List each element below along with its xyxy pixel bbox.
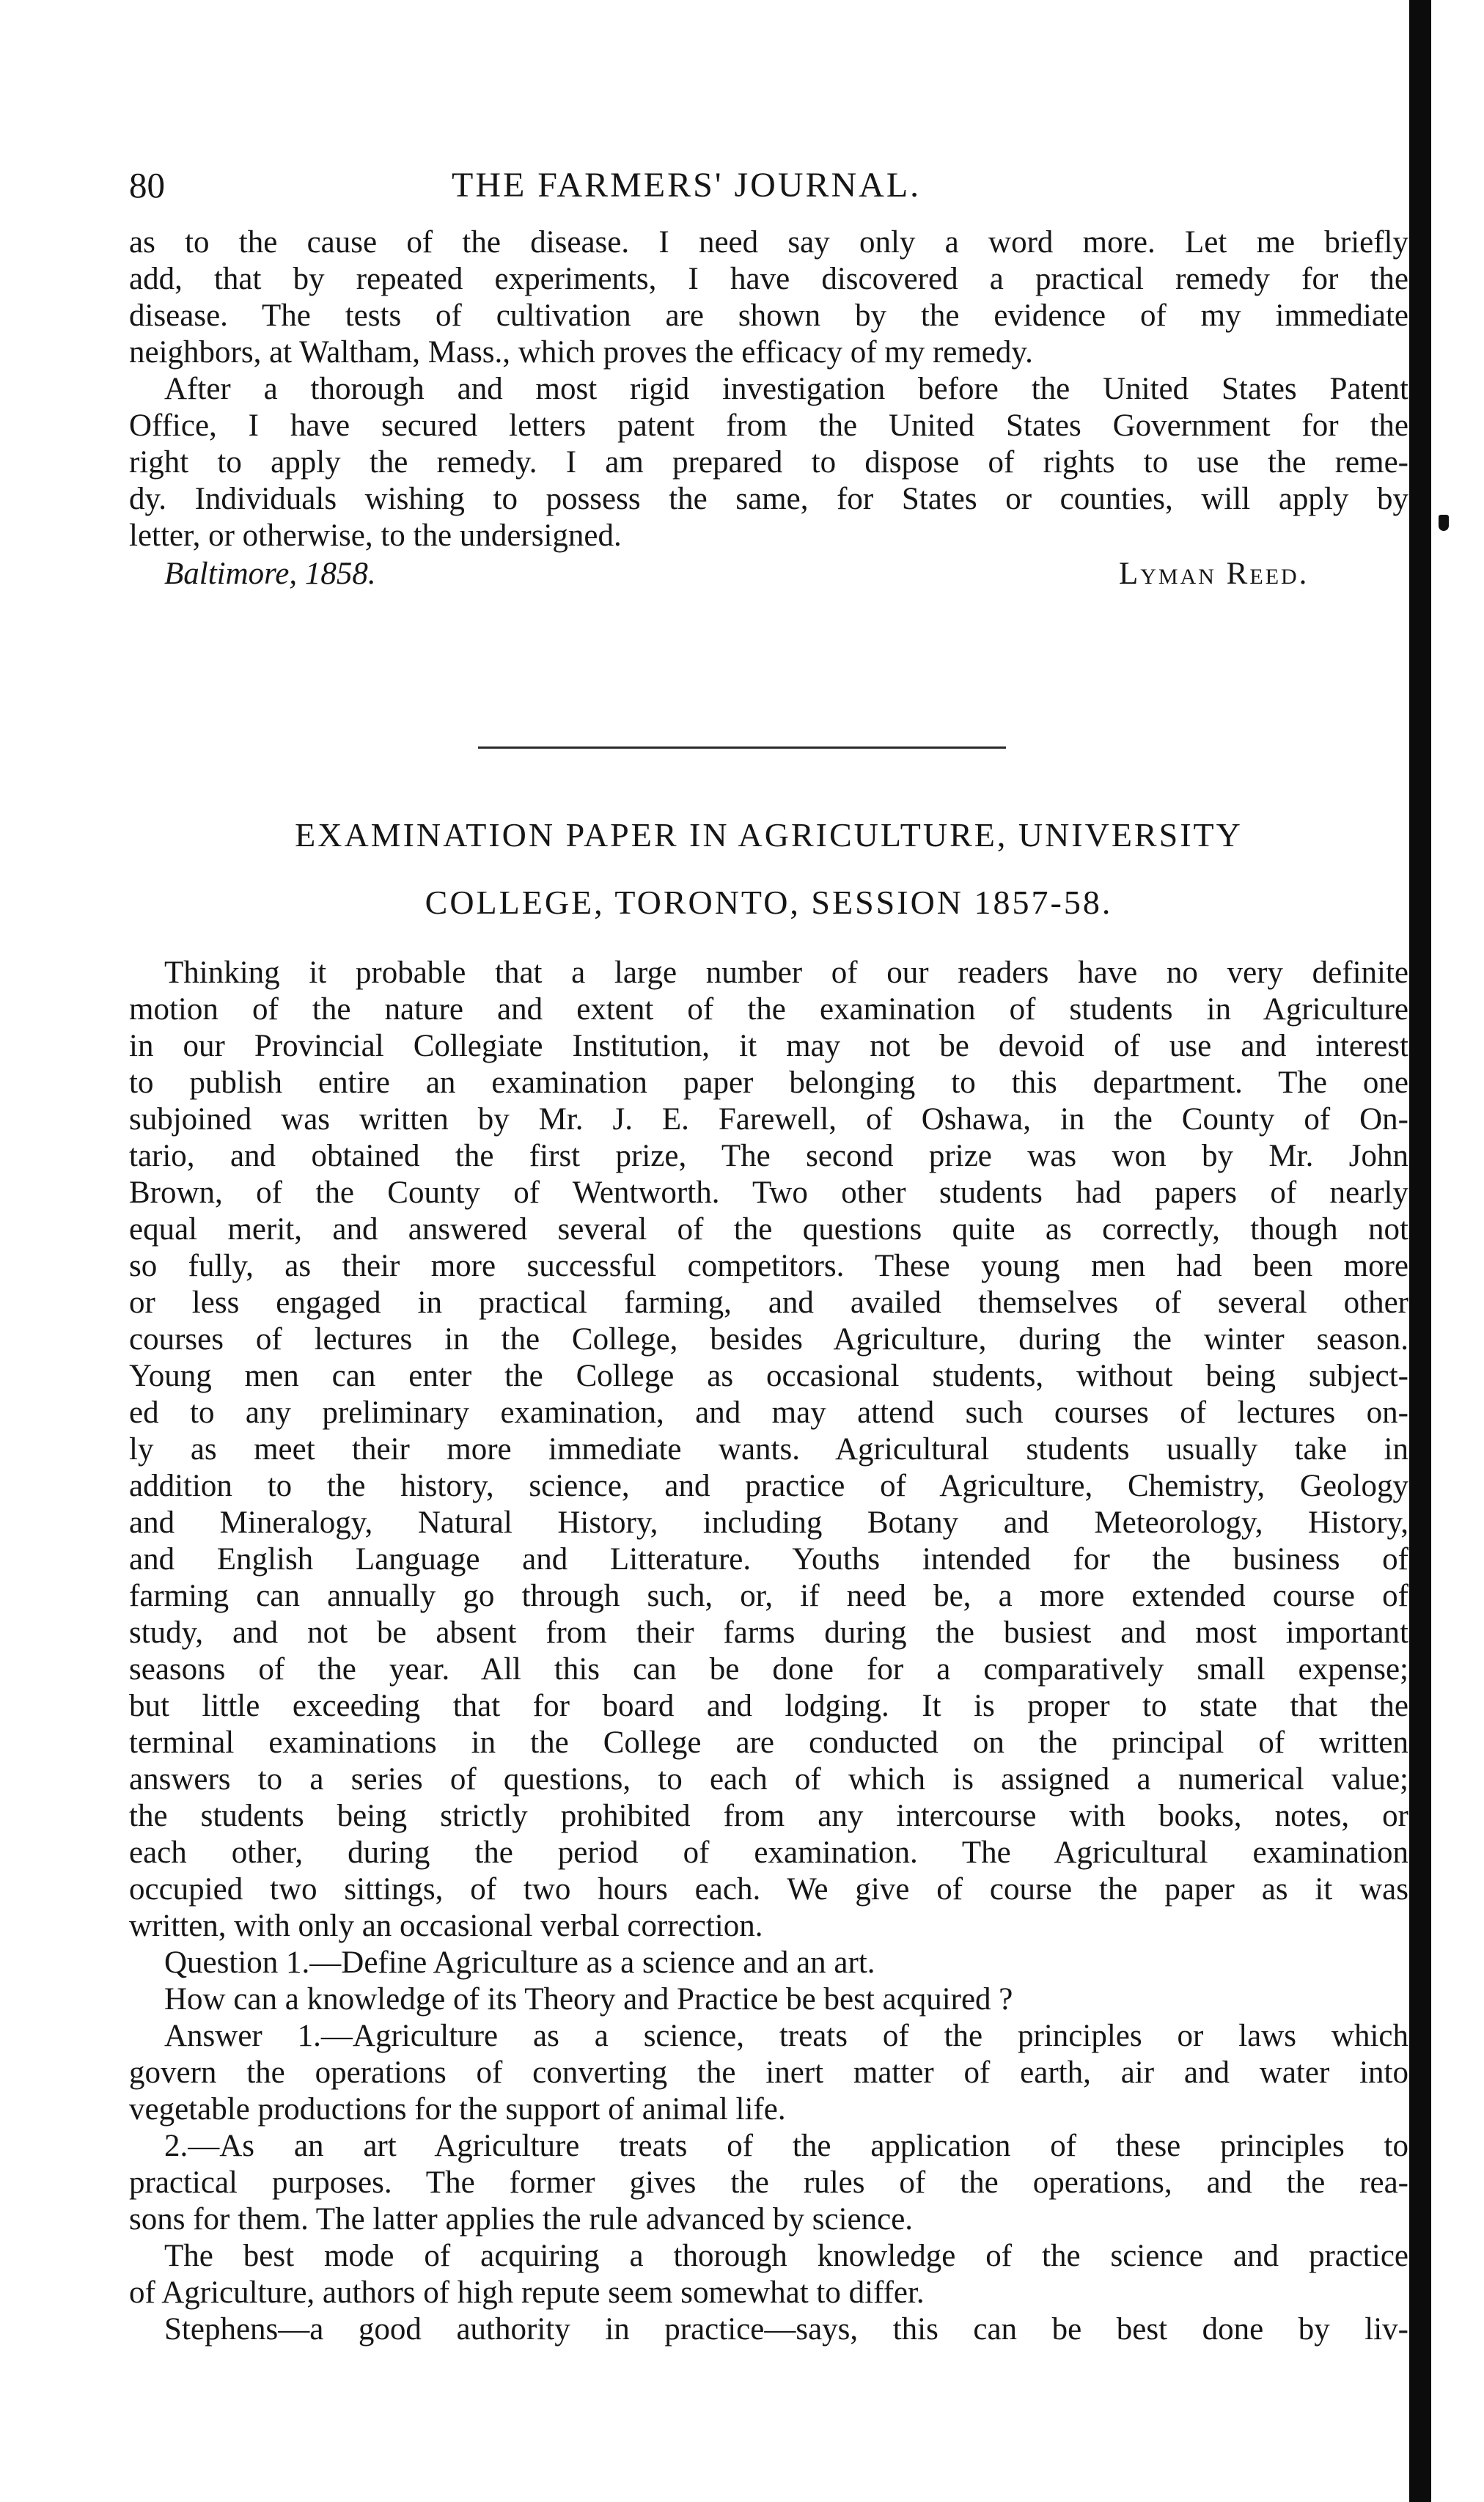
answer-line: sons for them. The latter applies the rule advanced by science. — [129, 2202, 914, 2237]
article-body — [129, 955, 1408, 2348]
place-date: Baltimore, 1858. — [164, 557, 376, 591]
letter-line: right to apply the remedy. I am prepared to dispose of rights to use the reme- — [129, 445, 1408, 480]
article-line: to publish entire an examination paper belonging to this department. The one — [129, 1065, 1408, 1100]
article-line: addition to the history, science, and practice of Agriculture, Chemistry, Geology — [129, 1469, 1408, 1503]
letter-line: disease. The tests of cultivation are shown by the evidence of my immediate — [129, 298, 1408, 333]
article-line: terminal examinations in the College are conducted on the principal of written — [129, 1725, 1408, 1760]
article-line: subjoined was written by Mr. J. E. Farewell, of Oshawa, in the County of On- — [129, 1102, 1408, 1137]
article-line: farming can annually go through such, or, if need be, a more extended course of — [129, 1579, 1408, 1613]
letter-line: Office, I have secured letters patent from the United States Government for the — [129, 408, 1408, 443]
article-line: tario, and obtained the first prize, The second prize was won by Mr. John — [129, 1139, 1408, 1173]
letter-line: After a thorough and most rigid investigation before the United States Patent — [164, 372, 1408, 406]
article-line: or less engaged in practical farming, and availed themselves of several other — [129, 1285, 1408, 1320]
answer-line: Stephens—a good authority in practice—says, this can be best done by liv- — [164, 2312, 1408, 2347]
answer-line: practical purposes. The former gives the rules of the operations, and the rea- — [129, 2165, 1408, 2200]
letter-line: neighbors, at Waltham, Mass., which proves the efficacy of my remedy. — [129, 335, 1033, 370]
running-head: THE FARMERS' JOURNAL. — [452, 166, 922, 205]
article-line: written, with only an occasional verbal correction. — [129, 1909, 763, 1943]
article-line: the students being strictly prohibited from any intercourse with books, notes, or — [129, 1799, 1408, 1833]
article-line: equal merit, and answered several of the questions quite as correctly, though not — [129, 1212, 1408, 1247]
article-line: study, and not be absent from their farms during the busiest and most important — [129, 1615, 1408, 1650]
letter-block — [129, 224, 1408, 594]
signature: Lyman Reed. — [1119, 557, 1309, 591]
letter-line: dy. Individuals wishing to possess the same, for States or counties, will apply by — [129, 482, 1408, 516]
letter-line: letter, or otherwise, to the undersigned. — [129, 518, 622, 553]
article-title-line-2: COLLEGE, TORONTO, SESSION 1857-58. — [425, 884, 1113, 921]
article-line: in our Provincial Collegiate Institution, it may not be devoid of use and interest — [129, 1029, 1408, 1063]
page-header — [129, 160, 1038, 211]
article-line: ed to any preliminary examination, and may attend such courses of lectures on- — [129, 1395, 1408, 1430]
answer-line: 2.—As an art Agriculture treats of the application of these principles to — [164, 2129, 1408, 2163]
answer-line: of Agriculture, authors of high repute seem somewhat to differ. — [129, 2275, 925, 2310]
answer-line: The best mode of acquiring a thorough knowledge of the science and practice — [164, 2239, 1408, 2273]
article-line: answers to a series of questions, to each of which is assigned a numerical value; — [129, 1762, 1408, 1797]
section-divider — [478, 746, 1006, 749]
signature-row — [129, 554, 1408, 594]
page-edge-shadow — [1409, 0, 1431, 2502]
page-number: 80 — [129, 165, 165, 205]
article-line: ly as meet their more immediate wants. Agricultural students usually take in — [129, 1432, 1408, 1467]
answer-line: Answer 1.—Agriculture as a science, treats of the principles or laws which — [164, 2019, 1408, 2053]
article-line: and English Language and Litterature. Youths intended for the business of — [129, 1542, 1408, 1577]
article-title-line-1: EXAMINATION PAPER IN AGRICULTURE, UNIVERSITY — [295, 816, 1243, 854]
article-line: courses of lectures in the College, besides Agriculture, during the winter season. — [129, 1322, 1408, 1357]
article-line: motion of the nature and extent of the examination of students in Agriculture — [129, 992, 1408, 1027]
letter-line: add, that by repeated experiments, I have discovered a practical remedy for the — [129, 262, 1408, 296]
article-line: Young men can enter the College as occasional students, without being subject- — [129, 1359, 1408, 1393]
article-line: and Mineralogy, Natural History, including Botany and Meteorology, History, — [129, 1505, 1408, 1540]
article-line: seasons of the year. All this can be done for a comparatively small expense; — [129, 1652, 1408, 1687]
article-line: occupied two sittings, of two hours each. We give of course the paper as it was — [129, 1872, 1408, 1907]
question-1-part-2: How can a knowledge of its Theory and Practice be best acquired ? — [164, 1982, 1013, 2017]
question-1: Question 1.—Define Agriculture as a science and an art. — [164, 1945, 875, 1980]
letter-line: as to the cause of the disease. I need say only a word more. Let me briefly — [129, 225, 1408, 260]
edge-ink-mark — [1439, 515, 1449, 531]
article-line: so fully, as their more successful competitors. These young men had been more — [129, 1249, 1408, 1283]
article-line: each other, during the period of examination. The Agricultural examination — [129, 1835, 1408, 1870]
answer-line: vegetable productions for the support of animal life. — [129, 2092, 786, 2127]
article-line: Thinking it probable that a large number of our readers have no very definite — [164, 955, 1408, 990]
answer-line: govern the operations of converting the inert matter of earth, air and water into — [129, 2055, 1408, 2090]
article-line: but little exceeding that for board and lodging. It is proper to state that the — [129, 1689, 1408, 1723]
article-line: Brown, of the County of Wentworth. Two other students had papers of nearly — [129, 1175, 1408, 1210]
